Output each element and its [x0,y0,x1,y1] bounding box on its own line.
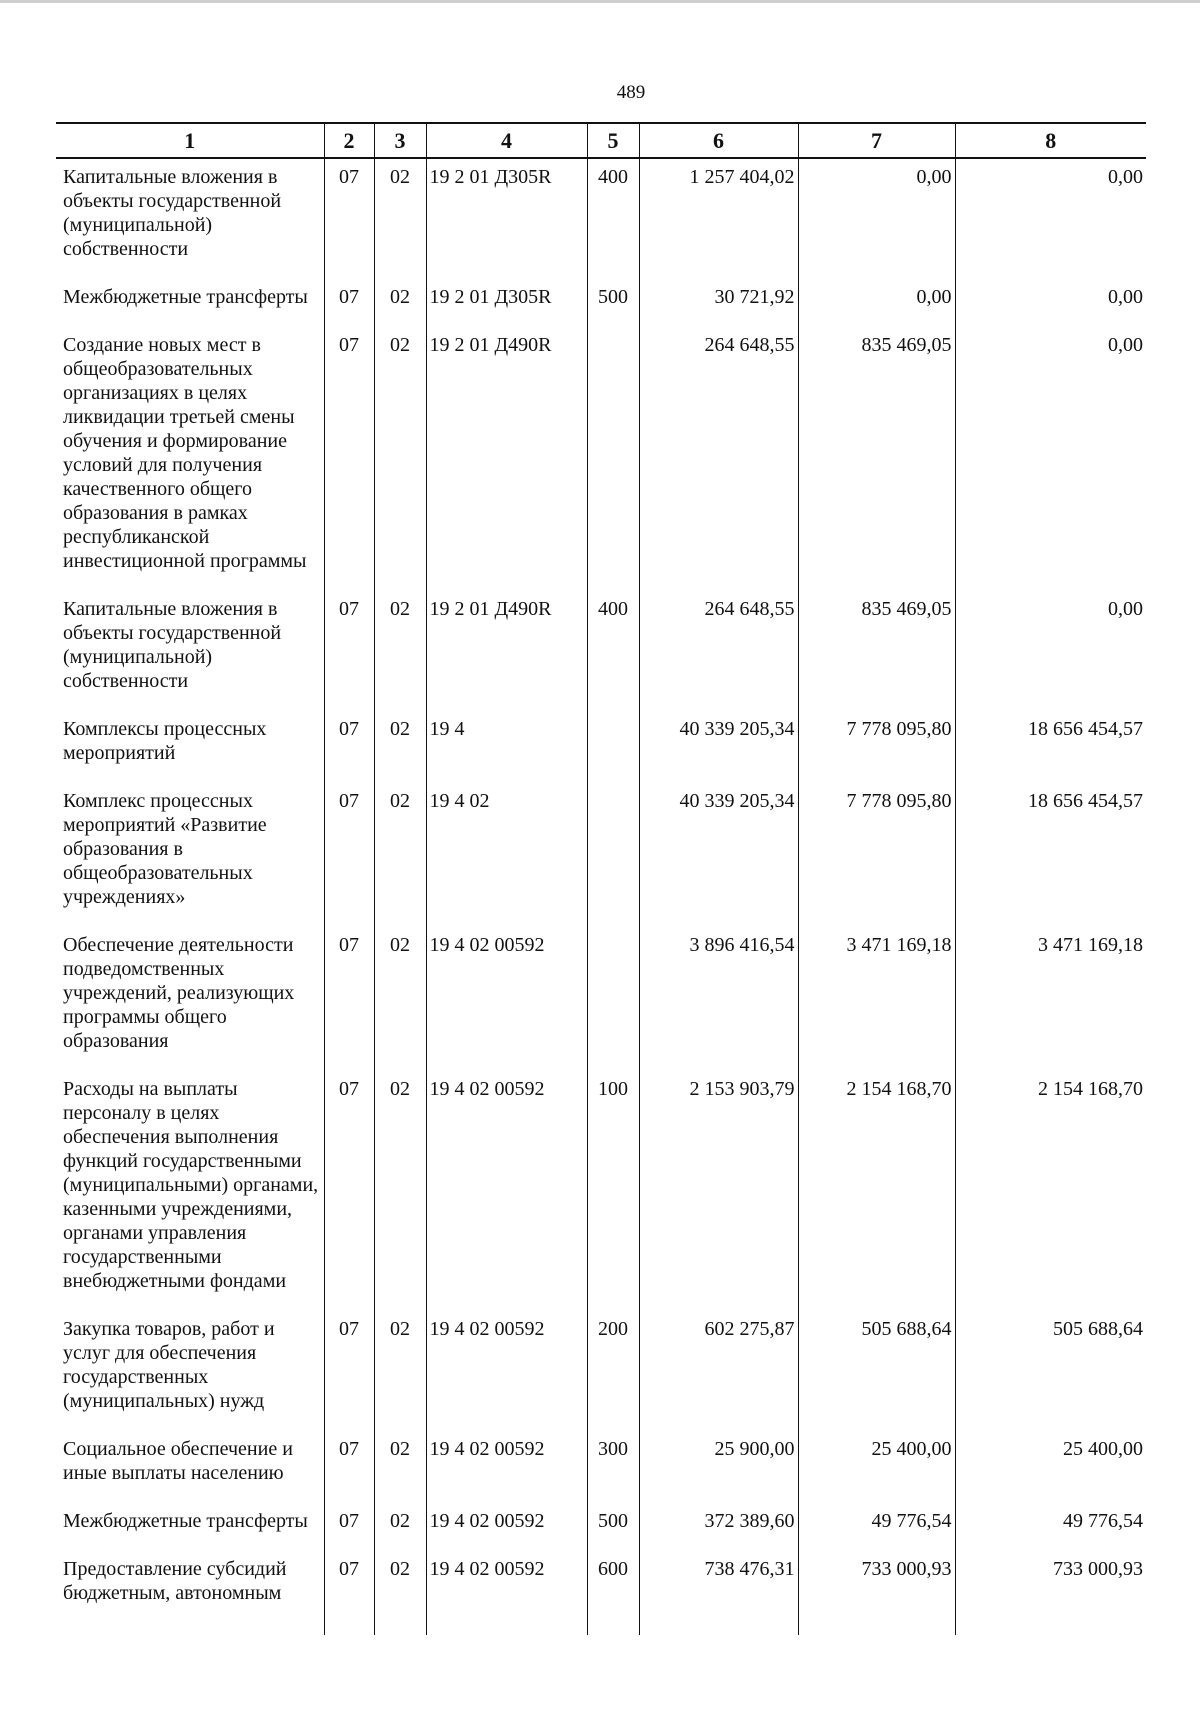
row-subsection: 02 [374,1551,426,1635]
budget-table-container [56,122,1146,1635]
row-subsection: 02 [374,1503,426,1551]
row-kind-code: 500 [587,279,639,327]
row-value-6: 372 389,60 [639,1503,798,1551]
row-kind-code: 300 [587,1431,639,1503]
table-row [56,158,1146,279]
row-target-code: 19 4 02 00592 [426,927,587,1071]
row-name: Комплексы процессных мероприятий [56,711,324,783]
column-header-8: 8 [955,123,1146,158]
row-value-6: 1 257 404,02 [639,158,798,279]
row-target-code: 19 4 02 00592 [426,1071,587,1311]
row-subsection: 02 [374,279,426,327]
budget-table [56,122,1146,1635]
row-kind-code: 600 [587,1551,639,1635]
row-target-code: 19 4 02 [426,783,587,927]
row-kind-code [587,711,639,783]
row-section: 07 [324,1431,374,1503]
row-value-8: 0,00 [955,327,1146,591]
row-subsection: 02 [374,1071,426,1311]
row-target-code: 19 2 01 Д305R [426,158,587,279]
row-value-8: 18 656 454,57 [955,783,1146,927]
row-subsection: 02 [374,158,426,279]
row-value-8: 25 400,00 [955,1431,1146,1503]
row-section: 07 [324,1071,374,1311]
column-header-2: 2 [324,123,374,158]
row-value-8: 505 688,64 [955,1311,1146,1431]
row-value-8: 733 000,93 [955,1551,1146,1635]
row-target-code: 19 4 02 00592 [426,1551,587,1635]
row-value-6: 30 721,92 [639,279,798,327]
row-value-7: 7 778 095,80 [798,711,955,783]
row-section: 07 [324,1503,374,1551]
row-value-7: 0,00 [798,279,955,327]
row-value-7: 3 471 169,18 [798,927,955,1071]
row-target-code: 19 4 02 00592 [426,1431,587,1503]
row-name: Межбюджетные трансферты [56,279,324,327]
table-row [56,711,1146,783]
row-subsection: 02 [374,1431,426,1503]
row-value-8: 2 154 168,70 [955,1071,1146,1311]
column-header-6: 6 [639,123,798,158]
row-value-7: 7 778 095,80 [798,783,955,927]
row-section: 07 [324,783,374,927]
row-target-code: 19 2 01 Д305R [426,279,587,327]
row-kind-code [587,327,639,591]
row-subsection: 02 [374,927,426,1071]
table-row [56,1503,1146,1551]
row-subsection: 02 [374,783,426,927]
table-row [56,279,1146,327]
row-subsection: 02 [374,327,426,591]
row-value-6: 264 648,55 [639,591,798,711]
row-value-6: 40 339 205,34 [639,783,798,927]
table-row [56,927,1146,1071]
row-section: 07 [324,279,374,327]
row-kind-code [587,783,639,927]
row-value-8: 0,00 [955,591,1146,711]
column-header-7: 7 [798,123,955,158]
row-value-7: 505 688,64 [798,1311,955,1431]
row-value-6: 40 339 205,34 [639,711,798,783]
row-value-7: 49 776,54 [798,1503,955,1551]
row-value-7: 835 469,05 [798,327,955,591]
row-value-6: 3 896 416,54 [639,927,798,1071]
row-subsection: 02 [374,1311,426,1431]
row-target-code: 19 4 [426,711,587,783]
page-top-edge [0,0,1200,3]
row-name: Межбюджетные трансферты [56,1503,324,1551]
table-row [56,783,1146,927]
row-target-code: 19 2 01 Д490R [426,327,587,591]
row-kind-code: 100 [587,1071,639,1311]
table-row [56,1431,1146,1503]
row-subsection: 02 [374,711,426,783]
row-subsection: 02 [374,591,426,711]
row-value-8: 0,00 [955,158,1146,279]
row-section: 07 [324,327,374,591]
page-number: 489 [616,82,646,103]
row-kind-code: 400 [587,591,639,711]
column-header-4: 4 [426,123,587,158]
table-header-row [56,123,1146,158]
table-row [56,327,1146,591]
row-kind-code: 500 [587,1503,639,1551]
table-row [56,1551,1146,1635]
row-kind-code: 200 [587,1311,639,1431]
row-name: Комплекс процессных мероприятий «Развитие образования в общеобразовательных учреждениях» [56,783,324,927]
column-header-3: 3 [374,123,426,158]
row-section: 07 [324,711,374,783]
row-section: 07 [324,591,374,711]
row-name: Закупка товаров, работ и услуг для обеспечения государственных (муниципальных) нужд [56,1311,324,1431]
row-value-7: 0,00 [798,158,955,279]
row-name: Предоставление субсидий бюджетным, автономным [56,1551,324,1635]
row-value-6: 25 900,00 [639,1431,798,1503]
row-name: Обеспечение деятельности подведомственных учреждений, реализующих программы общего образования [56,927,324,1071]
row-section: 07 [324,927,374,1071]
row-kind-code [587,927,639,1071]
row-value-8: 49 776,54 [955,1503,1146,1551]
row-name: Капитальные вложения в объекты государственной (муниципальной) собственности [56,158,324,279]
row-name: Создание новых мест в общеобразовательных организациях в целях ликвидации третьей смены обучения и формирование условий для получения качественного общего образования в рамках республиканской инвестиционной программы [56,327,324,591]
row-section: 07 [324,158,374,279]
column-header-1: 1 [56,123,324,158]
row-value-6: 2 153 903,79 [639,1071,798,1311]
row-name: Капитальные вложения в объекты государственной (муниципальной) собственности [56,591,324,711]
row-value-6: 738 476,31 [639,1551,798,1635]
row-section: 07 [324,1551,374,1635]
column-header-5: 5 [587,123,639,158]
row-value-7: 2 154 168,70 [798,1071,955,1311]
table-row [56,591,1146,711]
row-value-7: 25 400,00 [798,1431,955,1503]
row-value-8: 0,00 [955,279,1146,327]
row-target-code: 19 4 02 00592 [426,1311,587,1431]
row-value-7: 733 000,93 [798,1551,955,1635]
row-target-code: 19 4 02 00592 [426,1503,587,1551]
row-name: Социальное обеспечение и иные выплаты населению [56,1431,324,1503]
table-row [56,1071,1146,1311]
row-value-8: 3 471 169,18 [955,927,1146,1071]
row-value-8: 18 656 454,57 [955,711,1146,783]
row-section: 07 [324,1311,374,1431]
row-name: Расходы на выплаты персоналу в целях обеспечения выполнения функций государственными (муниципальными) органами, казенными учреждениями, органами управления государственными внебюджетными фондами [56,1071,324,1311]
table-row [56,1311,1146,1431]
row-value-6: 602 275,87 [639,1311,798,1431]
row-kind-code: 400 [587,158,639,279]
row-value-7: 835 469,05 [798,591,955,711]
row-target-code: 19 2 01 Д490R [426,591,587,711]
row-value-6: 264 648,55 [639,327,798,591]
